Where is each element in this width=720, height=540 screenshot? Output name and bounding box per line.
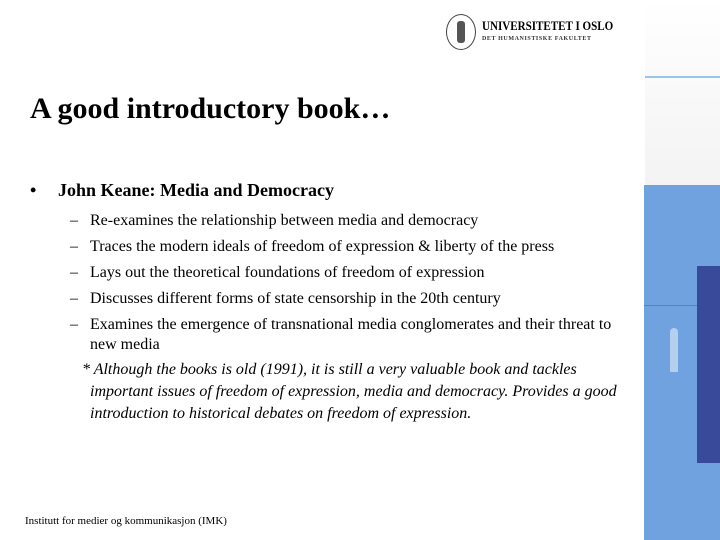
university-seal-icon <box>446 14 476 50</box>
list-item: – Discusses different forms of state censorship in the 20th century <box>70 286 630 312</box>
strip-divider <box>644 305 697 306</box>
decorative-head-image <box>645 0 720 185</box>
decorative-dark-block <box>697 266 720 463</box>
note-text: * Although the books is old (1991), it is still a very valuable book and tackles important issues of freedom of expression, media and democracy. Provides a good introduction to historical debates on freedom of expression. <box>82 361 617 422</box>
bullet-text: John Keane: Media and Democracy <box>58 180 334 200</box>
main-bullet <box>30 180 334 201</box>
footer-text: Institutt for medier og kommunikasjon (IMK) <box>25 515 227 527</box>
slide-title: A good introductory book… <box>30 92 391 125</box>
faculty-name: DET HUMANISTISKE FAKULTET <box>482 36 592 42</box>
list-item: – Lays out the theoretical foundations of freedom of expression <box>70 260 630 286</box>
sub-list <box>70 208 630 355</box>
bullet-marker: • <box>30 180 37 200</box>
list-item: – Examines the emergence of transnational media conglomerates and their threat to new media <box>70 312 630 355</box>
university-logo <box>446 14 636 54</box>
decorative-figure-icon <box>670 328 678 372</box>
header-divider <box>645 76 720 78</box>
list-item: – Traces the modern ideals of freedom of expression & liberty of the press <box>70 234 630 260</box>
university-name: UNIVERSITETET I OSLO <box>482 18 614 33</box>
list-item: – Re-examines the relationship between media and democracy <box>70 208 630 234</box>
